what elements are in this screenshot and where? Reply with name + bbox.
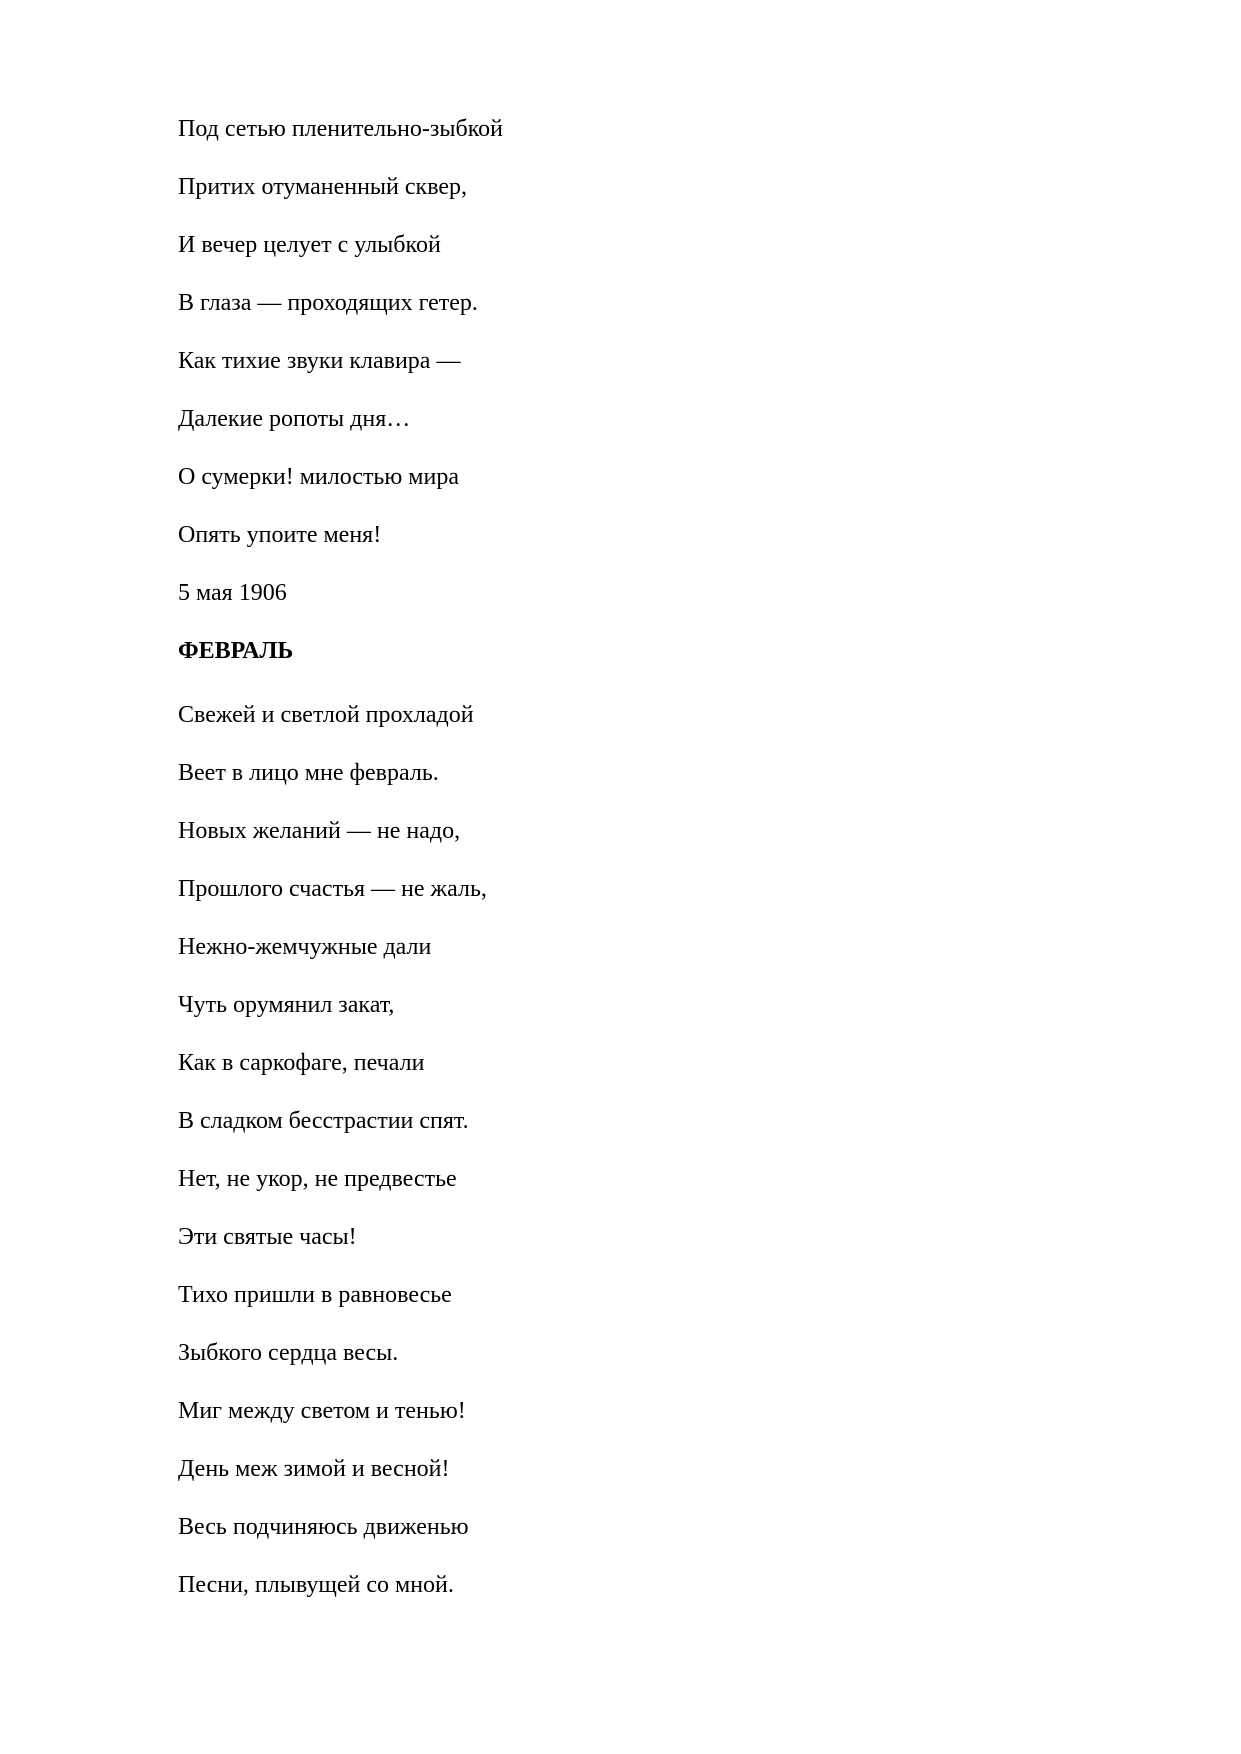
poem-line: Нежно-жемчужные дали bbox=[178, 934, 432, 960]
poem-line: Эти святые часы! bbox=[178, 1224, 357, 1250]
poem-line: Новых желаний — не надо, bbox=[178, 818, 461, 844]
poem-line: Свежей и светлой прохладой bbox=[178, 702, 474, 728]
poem-line: В глаза — проходящих гетер. bbox=[178, 290, 478, 316]
poem-line: Зыбкого сердца весы. bbox=[178, 1340, 399, 1366]
poem-line: Чуть орумянил закат, bbox=[178, 992, 395, 1018]
poem-line: Опять упоите меня! bbox=[178, 522, 382, 548]
poem-line: Как тихие звуки клавира — bbox=[178, 348, 461, 374]
poem-line: Притих отуманенный сквер, bbox=[178, 174, 468, 200]
poem-line: Миг между светом и тенью! bbox=[178, 1398, 466, 1424]
poem-line: Тихо пришли в равновесье bbox=[178, 1282, 452, 1308]
poem-line: Песни, плывущей со мной. bbox=[178, 1572, 454, 1598]
poem-title: ФЕВРАЛЬ bbox=[178, 638, 294, 664]
poem-line: Весь подчиняюсь движенью bbox=[178, 1514, 469, 1540]
poem-2 bbox=[178, 636, 1078, 1600]
poem-line: Далекие ропоты дня… bbox=[178, 406, 411, 432]
poem-line: Под сетью пленительно-зыбкой bbox=[178, 116, 503, 142]
poem-line: Веет в лицо мне февраль. bbox=[178, 760, 439, 786]
poem-line: Прошлого счастья — не жаль, bbox=[178, 876, 487, 902]
poem-1 bbox=[178, 114, 1078, 608]
poem-line: Нет, не укор, не предвестье bbox=[178, 1166, 457, 1192]
page-content bbox=[178, 114, 1078, 1628]
poem-date: 5 мая 1906 bbox=[178, 580, 287, 606]
poem-line: В сладком бесстрастии спят. bbox=[178, 1108, 469, 1134]
poem-line: О сумерки! милостью мира bbox=[178, 464, 459, 490]
poem-line: Как в саркофаге, печали bbox=[178, 1050, 425, 1076]
poem-line: День меж зимой и весной! bbox=[178, 1456, 450, 1482]
poem-line: И вечер целует с улыбкой bbox=[178, 232, 441, 258]
